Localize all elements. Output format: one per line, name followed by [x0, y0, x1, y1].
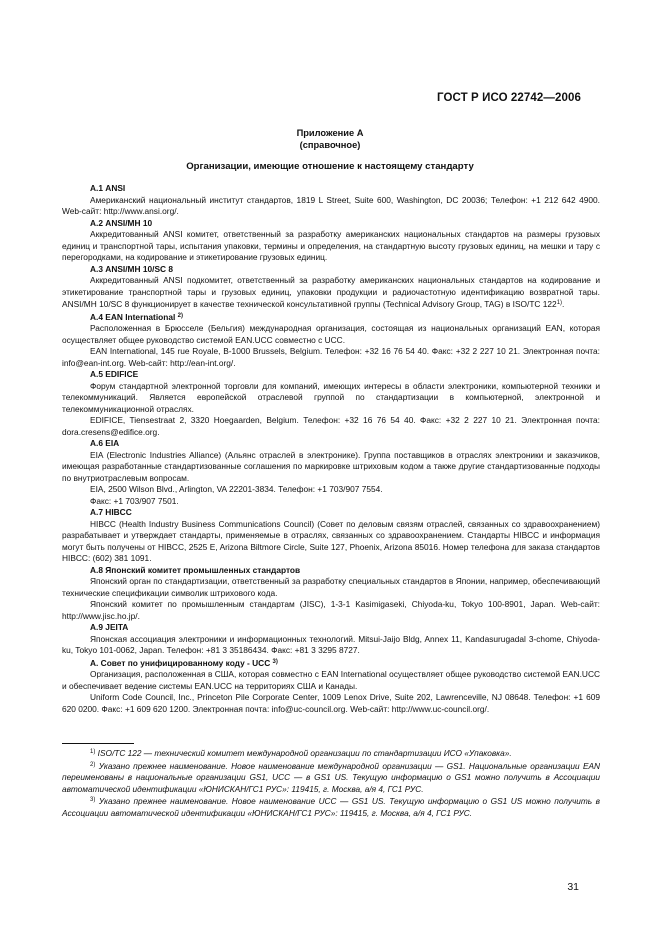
section-a8-title: А.8 Японский комитет промышленных стандартов [90, 564, 301, 575]
section-a7-text: HIBCC (Health Industry Business Communications Council) (Совет по деловым связям отраслей, связанных со здравоохранением) разрабатывает и утверждает стандарты, применяемые в отраслях, связанных со здравоохранением. Стандарты HIBCC и информация могут быть получены от HIBCC, 2525 E, Arizona Biltmore Circle, Suite 127, Phoenix, Arizona 85016. Номер телефона для заказа стандартов HIBCC: (602) 381 1091. [62, 518, 600, 563]
section-a10-contact: Uniform Code Council, Inc., Princeton Pile Corporate Center, 1009 Lenox Drive, Suite 202, Lawrenceville, NJ 08648. Телефон: +1 609 620 0200. Факс: +1 609 620 1200. Электронная почта: info@uc-council.org. Web-сайт: http://www.uc-council.org/. [62, 692, 600, 714]
footnote-mark: 3) [90, 797, 96, 803]
appendix-subtitle: (справочное) [299, 140, 361, 150]
section-a8-text: Японский орган по стандартизации, ответственный за разработку специальных стандартов в Японии, например, обеспечивающий технические спецификации символик штрихового кода. [62, 576, 600, 598]
section-a3-text [62, 275, 600, 311]
footnote-ref: 1) [556, 300, 563, 306]
section-a6-contact: EIA, 2500 Wilson Blvd., Arlington, VA 22201-3834. Телефон: +1 703/907 7554. [90, 484, 383, 494]
section-a9-title: А.9 JEITA [90, 622, 129, 632]
section-a2-text: Аккредитованный ANSI комитет, ответственный за разработку американских национальных стандартов на размеры грузовых единиц и транспортной тары, испытания упаковки, термины и определения, на стандартную высоту грузовых единиц, на мешки и тару с перегородками, на кодирование и этикетирование грузовых единиц. [62, 229, 600, 262]
section-a4-text: Расположенная в Брюсселе (Бельгия) международная организация, состоящая из национальных организаций EAN, которая осуществляет общее руководство системой EAN.UCC совместно с UCC. [62, 323, 600, 345]
section-a6-title: А.6 EIA [90, 438, 120, 448]
footnote-ref: 2) [177, 312, 183, 319]
section-a1-text: Американский национальный институт стандартов, 1819 L Street, Suite 600, Washington, DC 20036; Телефон: +1 212 642 4900. Web-сайт: http://www.ansi.org/. [62, 194, 600, 216]
period: . [562, 299, 565, 309]
section-a5-text: Форум стандартной электронной торговли для компаний, имеющих интересы в области электроники, компьютерной техники и телекоммуникаций. Является европейской отраслевой группой по стандартизации в компьютерной, электронной и телекоммуникационной отраслях. [62, 380, 600, 414]
section-a4-contact: EAN International, 145 rue Royale, B-1000 Brussels, Belgium. Телефон: +32 16 76 54 40. Факс: +32 2 227 10 21. Электронная почта: info@ean-int.org. Web-сайт: http://ean-int.org/. [62, 346, 600, 368]
section-a3-body: Аккредитованный ANSI подкомитет, ответственный за разработку американских национальных стандартов на кодирование и этикетирование транспортной тары и грузовых единиц, упаковки продукции и радиочастотную идентификацию возвратной тары. ANSI/MH 10/SC 8 функционирует в качестве технической консультативной группы (Technical Advisory Group, TAG) в ISO/TC 122 [62, 275, 600, 309]
section-a3-title: А.3 ANSI/MH 10/SC 8 [90, 263, 173, 274]
section-heading: Организации, имеющие отношение к настоящему стандарту [186, 161, 474, 172]
footnote-text: Указано прежнее наименование. Новое наименование международной организации — GS1. Национальные организации EAN переименованы в национальные организации GS1, UCC — в GS1 US. Текущую информацию о GS1 можно получить в Ассоциации автоматической идентификации «ЮНИСКАН/ГС1 РУС»: 119415, г. Москва, а/я 4, ГС1 РУС. [62, 760, 600, 794]
section-a5-contact: EDIFICE, Tiensestraat 2, 3320 Hoegaarden, Belgium. Телефон: +32 16 76 54 40. Факс: +32 2 227 10 21. Электронная почта: dora.cresens@edifice.org. [62, 415, 600, 437]
section-a1-title: А.1 ANSI [90, 183, 126, 193]
page-number: 31 [567, 881, 579, 893]
document-body [62, 183, 600, 715]
section-a6-text: EIA (Electronic Industries Alliance) (Альянс отраслей в электронике). Группа поставщиков в отраслях электроники и заказчиков, имеющая разработанные стандартизованные соглашения по маркировке штриховым кодом а также другие стандартизованные подходы по внутриотраслевым вопросам. [62, 449, 600, 483]
section-a4-title-line [62, 311, 600, 324]
section-a9-text: Японская ассоциация электроники и информационных технологий. Mitsui-Jaijo Bldg, Annex 11, Kandasurugadal 3-chome, Chiyoda-ku, Tokyo 101-0062, Japan. Телефон: +81 3 35186434. Факс: +81 3 3295 8727. [62, 633, 600, 655]
footnote-text: Указано прежнее наименование. Новое наименование UCC — GS1 US. Текущую информацию о GS1 US можно получить в Ассоциации автоматической идентификации «ЮНИСКАН/ГС1 РУС»: 119415, г. Москва, а/я 4, ГС1 РУС. [62, 796, 600, 818]
footnote-text: ISO/TC 122 — технический комитет международной организации по стандартизации ИСО «Упаковка». [97, 748, 512, 758]
section-a4-title: А.4 EAN International [90, 311, 176, 322]
footnote-mark: 1) [90, 749, 96, 755]
section-a5-title: А.5 EDIFICE [90, 369, 139, 379]
section-a8-contact: Японский комитет по промышленным стандартам (JISC), 1-3-1 Kasimigaseki, Chiyoda-ku, Tokyo 100-8901, Japan. Web-сайт: http://www.jisc.ho.jp/. [62, 599, 600, 621]
footnotes [62, 747, 600, 819]
section-a2-title: А.2 ANSI/MH 10 [90, 217, 153, 228]
section-a10-title: А. Совет по унифицированному коду - UCC [90, 657, 271, 668]
document-header: ГОСТ Р ИСО 22742—2006 [436, 92, 581, 104]
section-a7-title: А.7 HIBCC [90, 507, 132, 517]
footnote-3 [62, 795, 600, 819]
footnote-1 [62, 747, 600, 760]
footnote-divider [62, 743, 134, 744]
section-a10-title-line [62, 657, 600, 670]
appendix-title: Приложение А [296, 128, 364, 138]
footnote-mark: 2) [90, 761, 96, 768]
footnote-2 [62, 760, 600, 796]
footnote-ref: 3) [272, 658, 278, 665]
section-a6-fax: Факс: +1 703/907 7501. [90, 495, 179, 506]
section-a10-text: Организация, расположенная в США, которая совместно с EAN International осуществляет общее руководство системой EAN.UCC и обеспечивает ведение системы EAN.UCC на территориях США и Канады. [62, 669, 600, 691]
